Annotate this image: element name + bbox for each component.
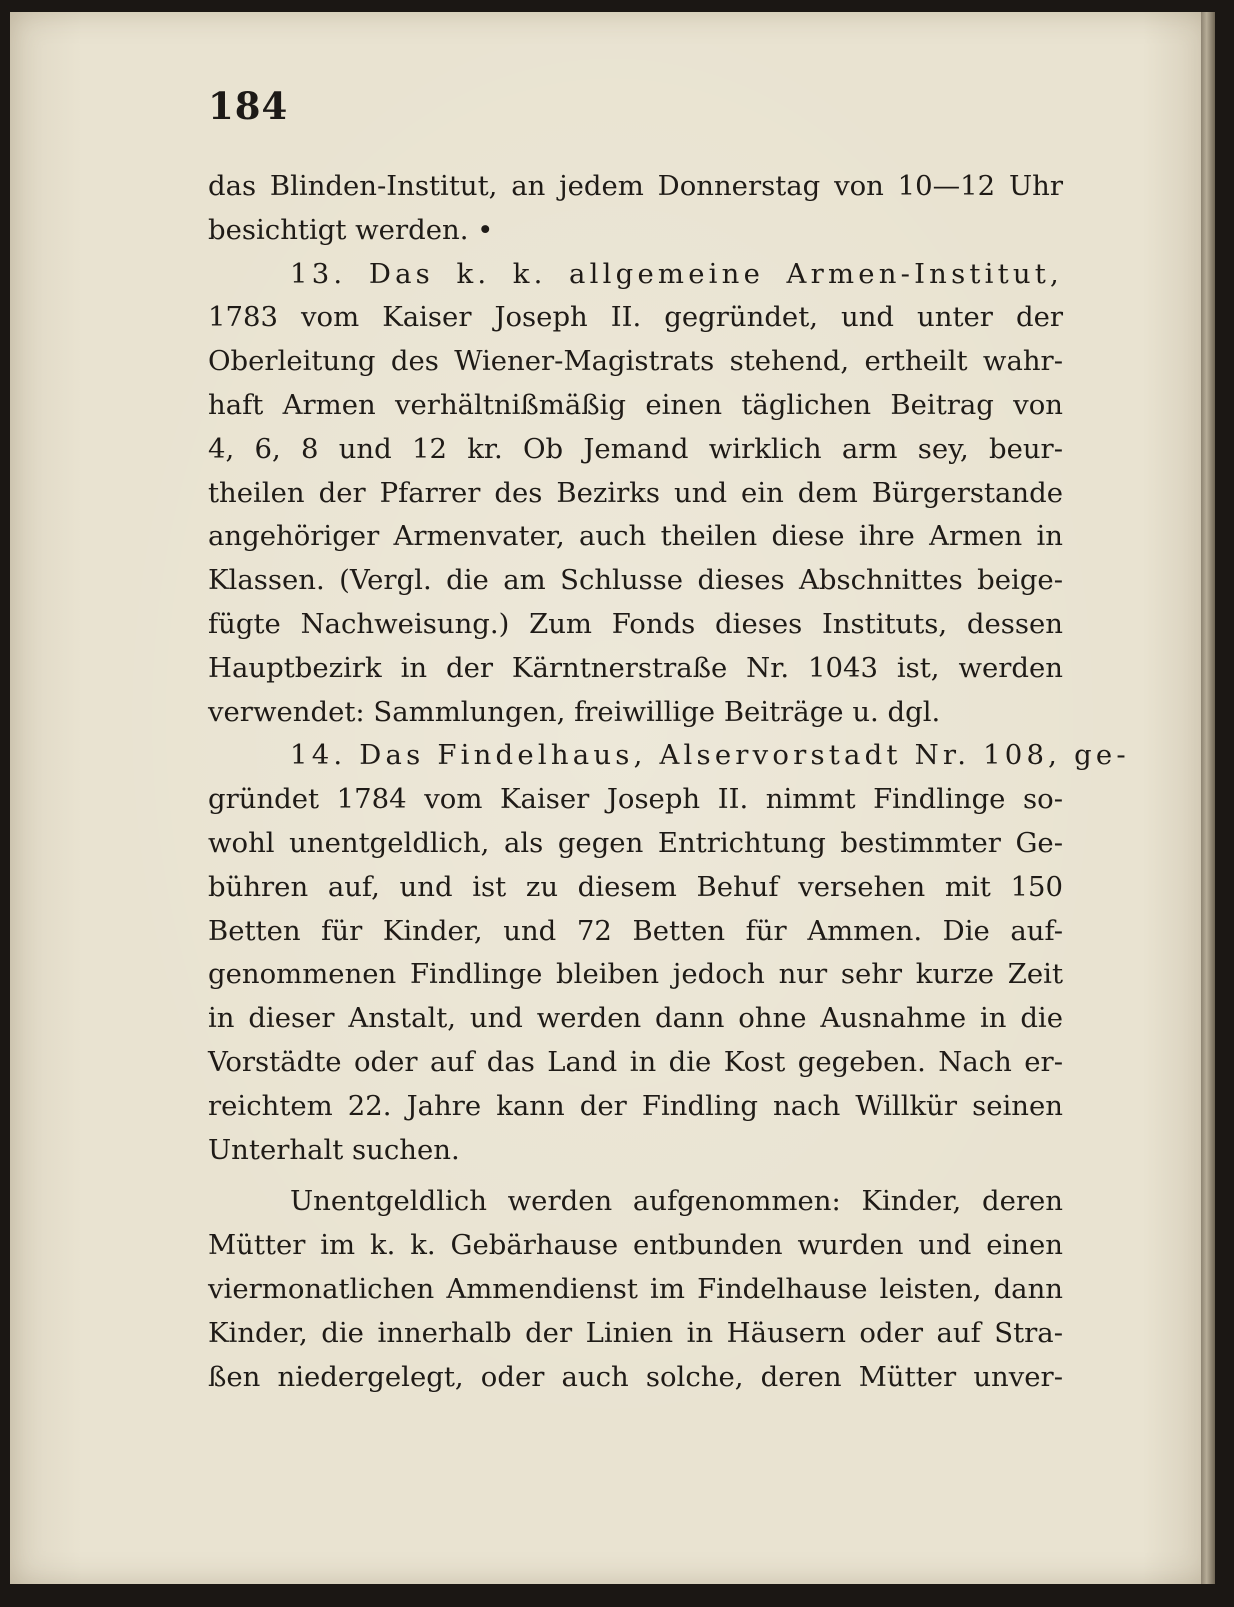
text-line: 1783 vom Kaiser Joseph II. gegründet, und unter der	[208, 301, 1063, 334]
text-line: Unterhalt suchen.	[208, 1133, 460, 1166]
text-line: 4, 6, 8 und 12 kr. Ob Jemand wirklich arm sey, beur-	[208, 432, 1063, 465]
text-line: Betten für Kinder, und 72 Betten für Ammen. Die auf-	[208, 914, 1063, 947]
text-line: angehöriger Armenvater, auch theilen diese ihre Armen in	[208, 520, 1063, 553]
text-line: verwendet: Sammlungen, freiwillige Beiträge u. dgl.	[208, 695, 941, 728]
text-line: Kinder, die innerhalb der Linien in Häusern oder auf Stra-	[208, 1316, 1063, 1349]
text-line: fügte Nachweisung.) Zum Fonds dieses Instituts, dessen	[208, 607, 1063, 640]
body-text	[208, 165, 1130, 1399]
text-line: in dieser Anstalt, und werden dann ohne Ausnahme in die	[208, 1002, 1063, 1035]
text-line: genommenen Findlinge bleiben jedoch nur sehr kurze Zeit	[208, 958, 1063, 991]
paper-page	[10, 12, 1215, 1584]
text-line: wohl unentgeldlich, als gegen Entrichtung bestimmter Ge-	[208, 826, 1063, 859]
text-line: bühren auf, und ist zu diesem Behuf versehen mit 150	[208, 870, 1063, 903]
section-heading-line: 13. Das k. k. allgemeine Armen-Institut,	[290, 257, 1063, 290]
text-line: haft Armen verhältnißmäßig einen täglichen Beitrag von	[208, 388, 1063, 421]
text-line: theilen der Pfarrer des Bezirks und ein dem Bürgerstande	[208, 476, 1063, 509]
text-line: viermonatlichen Ammendienst im Findelhause leisten, dann	[208, 1272, 1063, 1305]
paragraph-first-line: Unentgeldlich werden aufgenommen: Kinder, deren	[290, 1185, 1063, 1218]
text-line: Vorstädte oder auf das Land in die Kost gegeben. Nach er-	[208, 1045, 1063, 1078]
text-line: Mütter im k. k. Gebärhause entbunden wurden und einen	[208, 1229, 1063, 1262]
text-line: Oberleitung des Wiener-Magistrats stehend, ertheilt wahr-	[208, 345, 1063, 378]
text-line: ßen niedergelegt, oder auch solche, deren Mütter unver-	[208, 1360, 1063, 1393]
page-number: 184	[208, 84, 289, 128]
text-line: gründet 1784 vom Kaiser Joseph II. nimmt Findlinge so-	[208, 783, 1063, 816]
text-line: besichtigt werden. •	[208, 213, 494, 246]
page-edge	[1201, 12, 1215, 1584]
text-line: reichtem 22. Jahre kann der Findling nach Willkür seinen	[208, 1089, 1063, 1122]
text-line: das Blinden-Institut, an jedem Donnerstag von 10—12 Uhr	[208, 170, 1063, 202]
section-heading-line: 14. Das Findelhaus, Alservorstadt Nr. 108, ge-	[290, 739, 1130, 772]
text-line: Klassen. (Vergl. die am Schlusse dieses Abschnittes beige-	[208, 564, 1063, 597]
text-line: Hauptbezirk in der Kärntnerstraße Nr. 1043 ist, werden	[208, 651, 1063, 684]
